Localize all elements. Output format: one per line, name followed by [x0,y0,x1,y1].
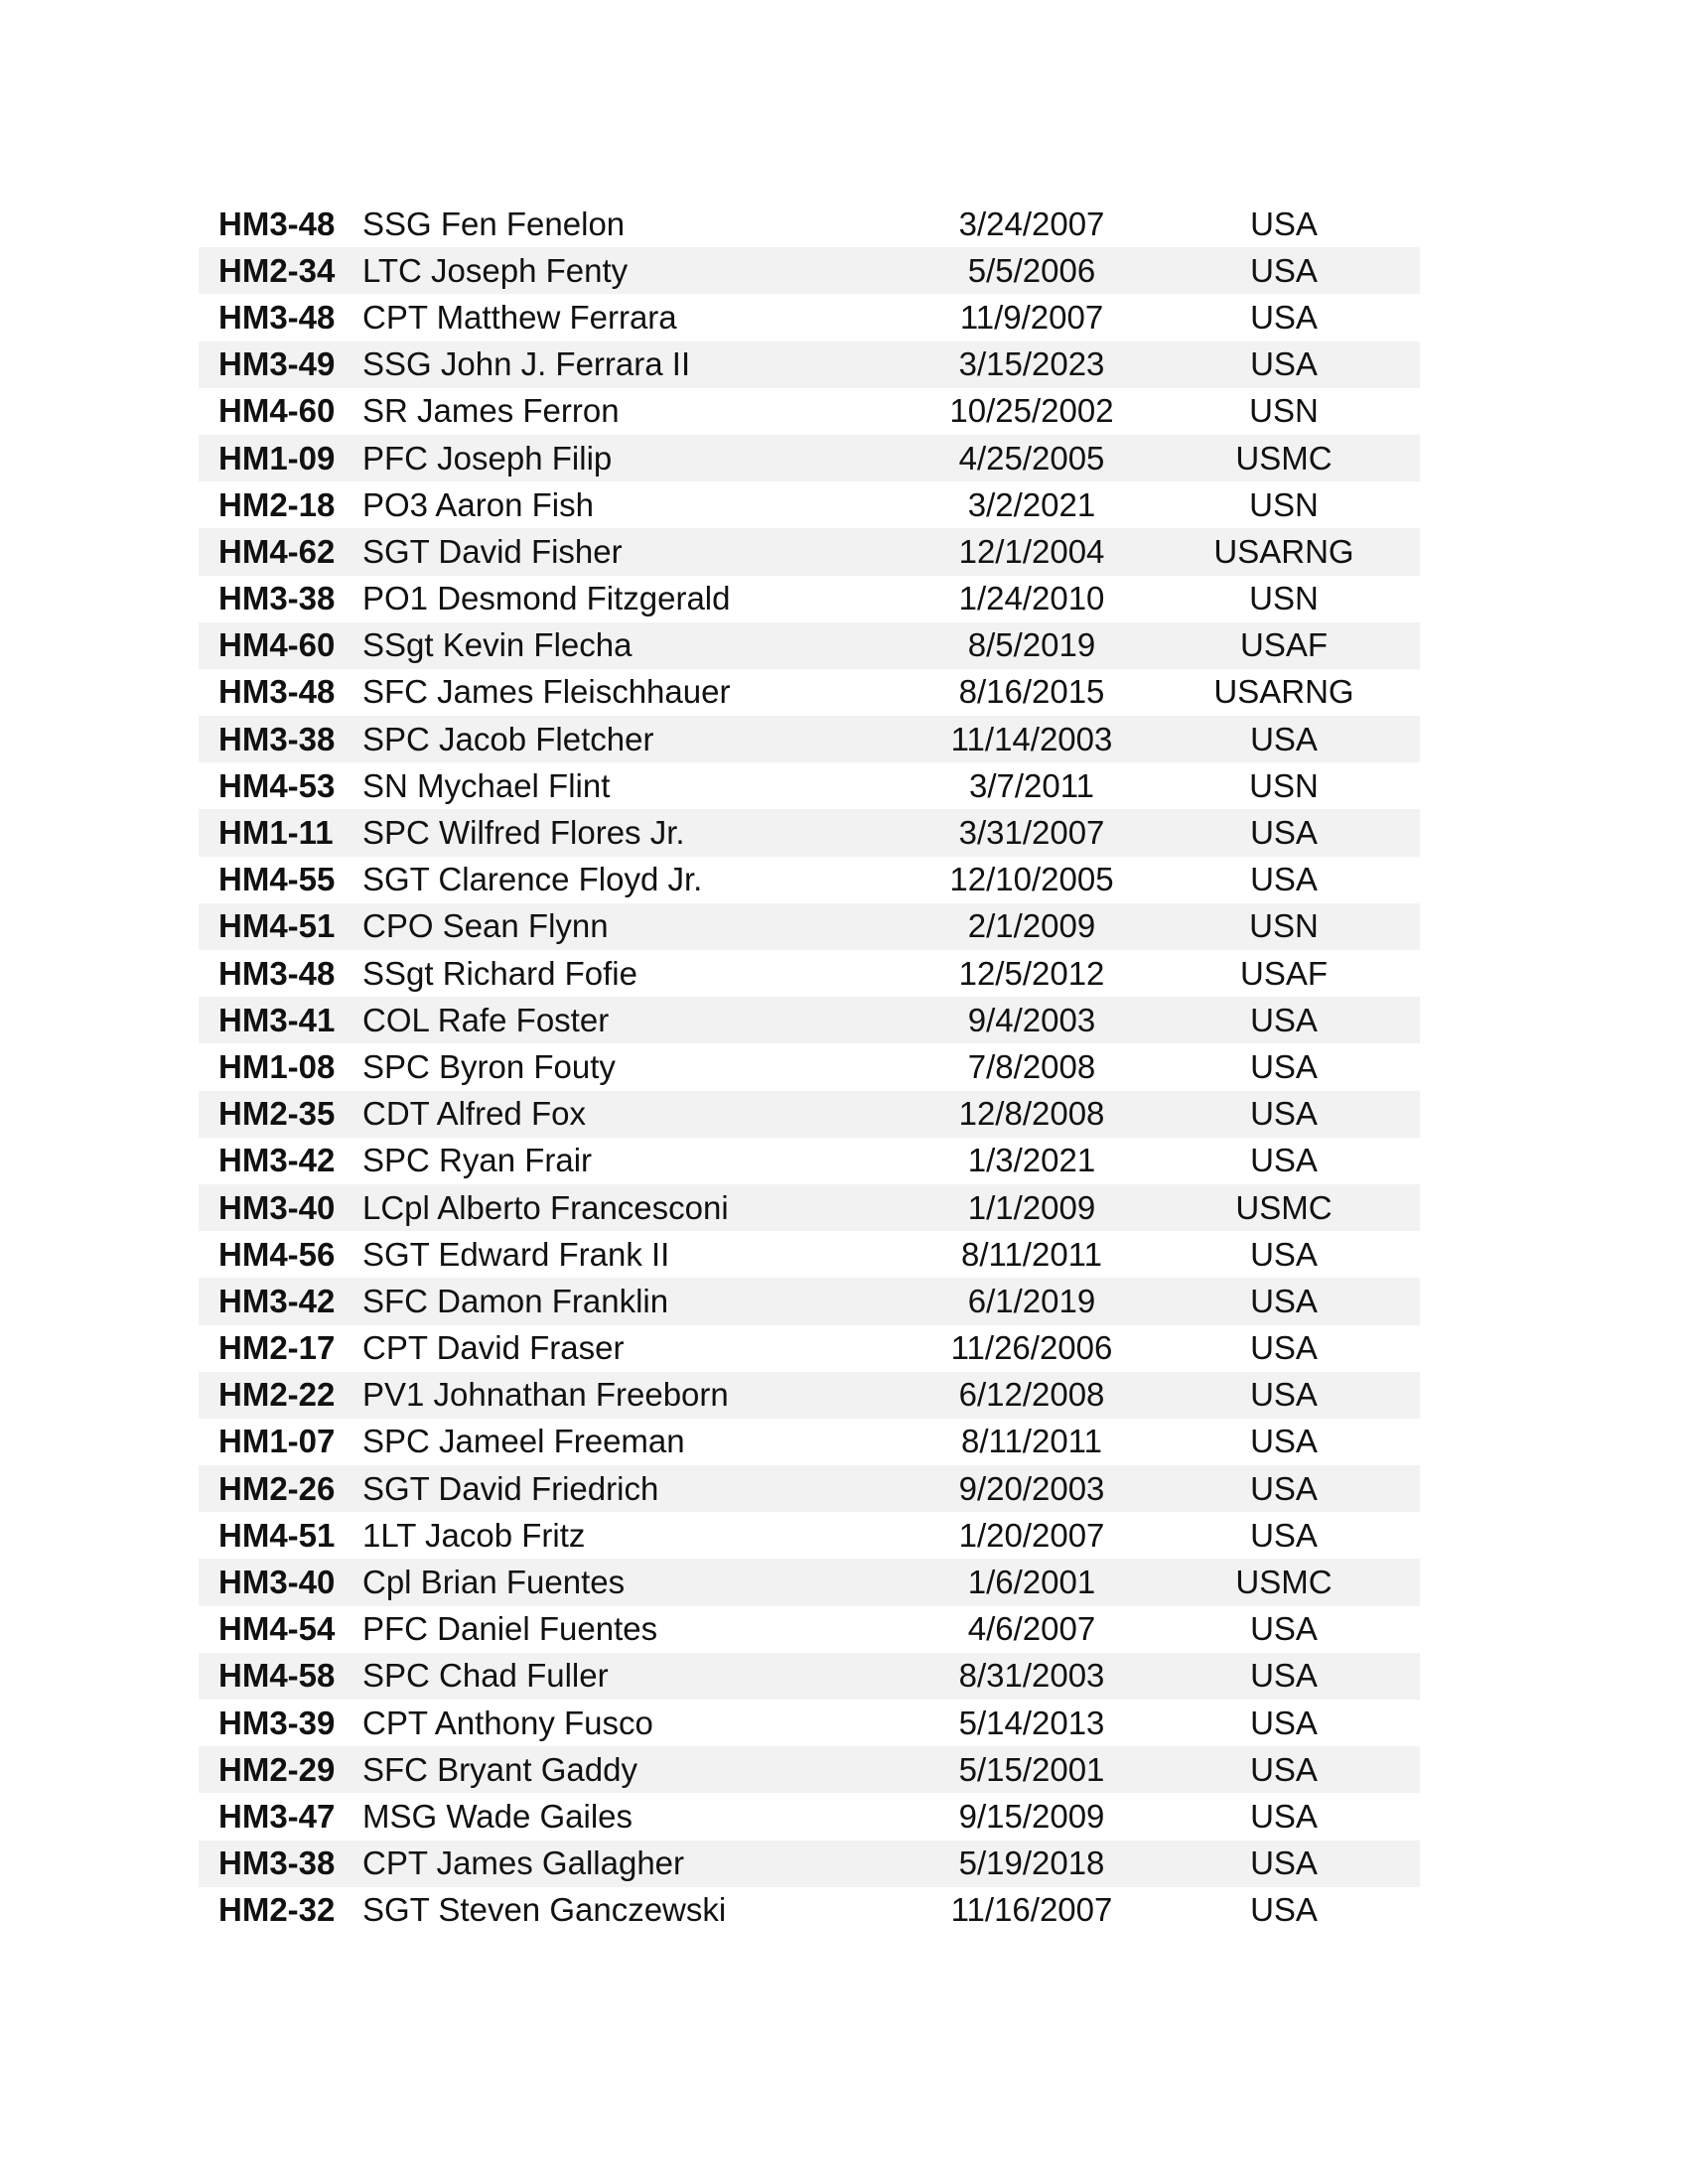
table-row [199,294,1420,341]
table-row [199,1559,1420,1605]
memorial-code: HM2-34 [218,251,336,289]
service-branch: USMC [1235,1564,1333,1601]
table-row [199,950,1420,997]
table-row [199,997,1420,1043]
date: 7/8/2008 [967,1047,1096,1085]
memorial-code: HM2-29 [218,1750,336,1788]
table-row [199,1465,1420,1512]
table-row [199,341,1420,388]
table-row [199,201,1420,247]
service-member-name: SPC Byron Fouty [362,1047,616,1085]
date: 8/31/2003 [958,1657,1105,1695]
table-row [199,1793,1420,1840]
service-member-name: LTC Joseph Fenty [362,251,629,289]
service-member-name: SSG Fen Fenelon [362,205,626,242]
memorial-code: HM3-39 [218,1704,336,1741]
memorial-code: HM3-48 [218,954,336,992]
service-member-name: LCpl Alberto Francesconi [362,1188,729,1226]
table-row [199,528,1420,575]
service-branch: USA [1250,1142,1318,1179]
service-branch: USN [1249,580,1319,617]
service-member-name: SPC Chad Fuller [362,1657,609,1695]
memorial-code: HM4-62 [218,532,336,570]
date: 9/20/2003 [958,1469,1105,1507]
table-row [199,435,1420,481]
date: 5/14/2013 [958,1704,1105,1741]
service-branch: USN [1249,907,1319,945]
memorial-code: HM1-07 [218,1423,336,1460]
service-member-name: SPC Wilfred Flores Jr. [362,814,685,852]
service-branch: USA [1250,1844,1318,1882]
service-branch: USA [1250,861,1318,898]
memorial-code: HM3-48 [218,205,336,242]
roster-table [199,201,1420,1934]
date: 6/12/2008 [958,1376,1105,1414]
memorial-code: HM3-42 [218,1282,336,1319]
service-branch: USA [1250,720,1318,757]
table-row [199,1278,1420,1324]
memorial-code: HM4-55 [218,861,336,898]
table-row [199,1887,1420,1934]
service-member-name: Cpl Brian Fuentes [362,1564,626,1601]
memorial-code: HM3-48 [218,673,336,711]
service-member-name: SPC Jacob Fletcher [362,720,654,757]
memorial-code: HM1-09 [218,439,336,477]
table-row [199,1043,1420,1090]
table-row [199,903,1420,950]
memorial-code: HM4-60 [218,626,336,664]
service-member-name: CDT Alfred Fox [362,1095,586,1133]
table-row [199,1372,1420,1419]
table-row [199,1700,1420,1746]
memorial-code: HM4-51 [218,907,336,945]
service-branch: USA [1250,1657,1318,1695]
memorial-code: HM3-40 [218,1188,336,1226]
memorial-code: HM4-54 [218,1610,336,1648]
date: 3/31/2007 [958,814,1105,852]
table-row [199,716,1420,762]
date: 12/8/2008 [958,1095,1105,1133]
memorial-code: HM2-17 [218,1329,336,1367]
table-row [199,1231,1420,1278]
date: 1/1/2009 [967,1188,1096,1226]
date: 6/1/2019 [967,1282,1096,1319]
table-row [199,1184,1420,1231]
memorial-code: HM3-42 [218,1142,336,1179]
service-branch: USA [1250,1001,1318,1038]
table-row [199,1419,1420,1465]
service-branch: USA [1250,1610,1318,1648]
service-branch: USA [1250,1376,1318,1414]
memorial-code: HM3-49 [218,345,336,383]
memorial-code: HM3-47 [218,1797,336,1835]
memorial-code: HM2-26 [218,1469,336,1507]
memorial-code: HM3-38 [218,720,336,757]
memorial-code: HM2-22 [218,1376,336,1414]
table-row [199,576,1420,622]
memorial-code: HM2-32 [218,1891,336,1929]
service-branch: USA [1250,1891,1318,1929]
date: 1/20/2007 [958,1516,1105,1554]
service-branch: USA [1250,1095,1318,1133]
table-row [199,1138,1420,1184]
memorial-code: HM4-58 [218,1657,336,1695]
table-row [199,857,1420,903]
table-row [199,1841,1420,1887]
service-member-name: PV1 Johnathan Freeborn [362,1376,729,1414]
date: 9/4/2003 [967,1001,1096,1038]
table-row [199,1653,1420,1700]
table-row [199,1512,1420,1559]
service-branch: USMC [1235,439,1333,477]
table-row [199,388,1420,435]
service-branch: USA [1250,1282,1318,1319]
date: 1/6/2001 [967,1564,1096,1601]
memorial-code: HM2-35 [218,1095,336,1133]
service-member-name: SSgt Richard Fofie [362,954,637,992]
service-member-name: MSG Wade Gailes [362,1797,633,1835]
service-member-name: SGT David Friedrich [362,1469,659,1507]
date: 5/15/2001 [958,1750,1105,1788]
memorial-code: HM3-38 [218,580,336,617]
date: 3/15/2023 [958,345,1105,383]
date: 9/15/2009 [958,1797,1105,1835]
service-branch: USA [1250,1704,1318,1741]
table-row [199,1746,1420,1793]
date: 11/9/2007 [959,298,1104,336]
service-branch: USARNG [1213,673,1354,711]
date: 3/7/2011 [968,766,1094,804]
memorial-code: HM4-51 [218,1516,336,1554]
service-member-name: SFC Bryant Gaddy [362,1750,637,1788]
date: 1/24/2010 [958,580,1105,617]
service-member-name: CPT James Gallagher [362,1844,685,1882]
service-member-name: PFC Joseph Filip [362,439,613,477]
memorial-code: HM4-53 [218,766,336,804]
service-member-name: SGT Steven Ganczewski [362,1891,727,1929]
table-row [199,762,1420,809]
table-row [199,247,1420,294]
service-branch: USA [1250,1797,1318,1835]
service-branch: USA [1250,1047,1318,1085]
service-branch: USA [1250,1235,1318,1273]
table-row [199,809,1420,856]
memorial-code: HM1-08 [218,1047,336,1085]
date: 12/10/2005 [949,861,1114,898]
service-member-name: CPT Matthew Ferrara [362,298,677,336]
service-branch: USA [1250,1469,1318,1507]
date: 11/14/2003 [950,720,1113,757]
date: 12/5/2012 [958,954,1105,992]
service-member-name: SGT Clarence Floyd Jr. [362,861,703,898]
service-member-name: SN Mychael Flint [362,766,611,804]
service-member-name: SSG John J. Ferrara II [362,345,691,383]
service-branch: USA [1250,1750,1318,1788]
service-member-name: SR James Ferron [362,392,620,430]
table-row [199,1091,1420,1138]
memorial-code: HM3-40 [218,1564,336,1601]
service-branch: USAF [1239,954,1328,992]
date: 11/16/2007 [950,1891,1113,1929]
service-branch: USAF [1239,626,1328,664]
date: 8/11/2011 [961,1235,1102,1273]
service-member-name: SPC Ryan Frair [362,1142,593,1179]
date: 3/24/2007 [958,205,1105,242]
service-branch: USA [1250,345,1318,383]
service-member-name: PO1 Desmond Fitzgerald [362,580,731,617]
service-branch: USA [1250,1423,1318,1460]
table-row [199,1325,1420,1372]
service-member-name: SGT Edward Frank II [362,1235,670,1273]
date: 1/3/2021 [967,1142,1096,1179]
service-branch: USN [1249,766,1319,804]
date: 8/11/2011 [961,1423,1102,1460]
date: 5/5/2006 [967,251,1096,289]
date: 11/26/2006 [950,1329,1113,1367]
service-member-name: SFC James Fleischhauer [362,673,731,711]
service-branch: USMC [1235,1188,1333,1226]
service-branch: USA [1250,1329,1318,1367]
service-member-name: PO3 Aaron Fish [362,485,594,523]
date: 4/25/2005 [958,439,1105,477]
service-member-name: SFC Damon Franklin [362,1282,669,1319]
date: 3/2/2021 [967,485,1096,523]
service-branch: USA [1250,1516,1318,1554]
table-row [199,481,1420,528]
date: 4/6/2007 [967,1610,1096,1648]
date: 8/5/2019 [967,626,1096,664]
memorial-code: HM3-41 [218,1001,336,1038]
date: 5/19/2018 [958,1844,1105,1882]
date: 10/25/2002 [949,392,1114,430]
table-row [199,669,1420,716]
service-member-name: SSgt Kevin Flecha [362,626,633,664]
table-row [199,622,1420,669]
table-row [199,1606,1420,1653]
service-branch: USA [1250,205,1318,242]
service-member-name: 1LT Jacob Fritz [362,1516,586,1554]
service-branch: USA [1250,814,1318,852]
service-branch: USN [1249,392,1319,430]
service-member-name: PFC Daniel Fuentes [362,1610,658,1648]
service-member-name: COL Rafe Foster [362,1001,610,1038]
service-member-name: SPC Jameel Freeman [362,1423,685,1460]
service-member-name: CPT David Fraser [362,1329,625,1367]
service-member-name: CPT Anthony Fusco [362,1704,653,1741]
service-member-name: SGT David Fisher [362,532,623,570]
date: 12/1/2004 [958,532,1105,570]
memorial-code: HM3-38 [218,1844,336,1882]
memorial-code: HM2-18 [218,485,336,523]
date: 8/16/2015 [958,673,1105,711]
date: 2/1/2009 [967,907,1096,945]
service-branch: USA [1250,298,1318,336]
memorial-code: HM3-48 [218,298,336,336]
service-branch: USA [1250,251,1318,289]
service-branch: USN [1249,485,1319,523]
service-branch: USARNG [1213,532,1354,570]
memorial-code: HM4-56 [218,1235,336,1273]
memorial-code: HM1-11 [218,814,334,852]
memorial-code: HM4-60 [218,392,336,430]
service-member-name: CPO Sean Flynn [362,907,609,945]
